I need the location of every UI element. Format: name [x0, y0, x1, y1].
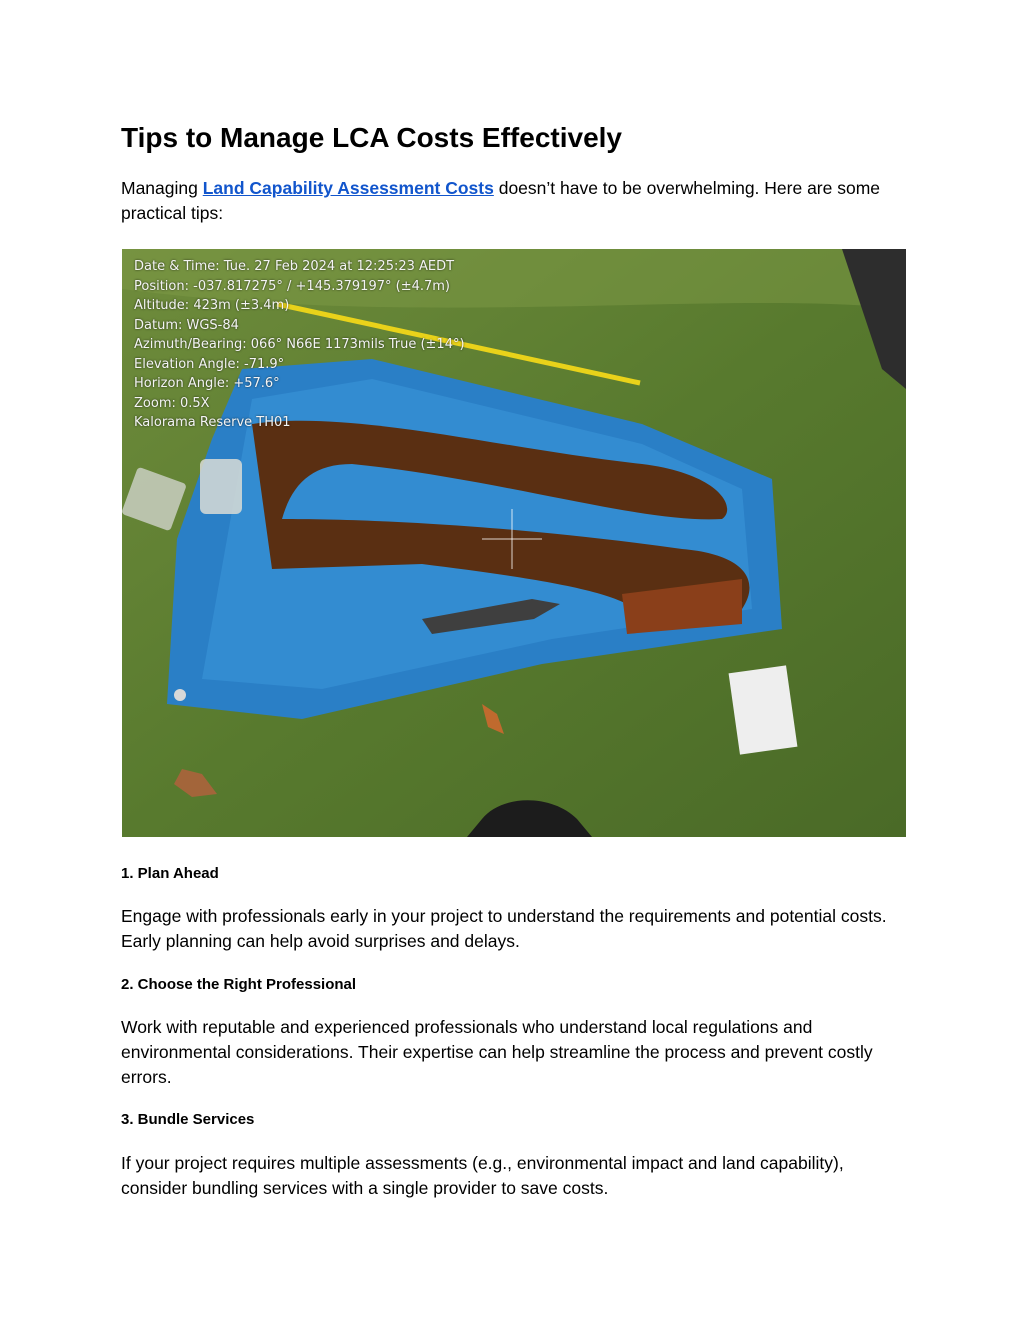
lca-costs-link[interactable]: Land Capability Assessment Costs — [202, 178, 494, 198]
overlay-line: Azimuth/Bearing: 066° N66E 1173mils True (±14°) — [134, 337, 465, 352]
section-heading: 3. Bundle Services — [121, 1111, 255, 1128]
soil-sample-photo — [122, 249, 906, 837]
intro-paragraph — [121, 176, 907, 226]
overlay-line: Zoom: 0.5X — [134, 395, 210, 411]
overlay-line: Altitude: 423m (±3.4m) — [134, 298, 290, 313]
sample-jar — [200, 459, 242, 514]
field-clipboard — [729, 665, 798, 754]
overlay-line: Kalorama Reserve TH01 — [134, 415, 291, 430]
overlay-line: Datum: WGS-84 — [134, 317, 239, 333]
intro-text-after: doesn’t have to be overwhelming. Here are some practical tips: — [121, 178, 881, 223]
overlay-line: Horizon Angle: +57.6° — [134, 376, 280, 391]
section-body: Engage with professionals early in your project to understand the requirements and potential costs. Early planning can help avoid surprises and delays. — [121, 906, 887, 951]
overlay-line: Position: -037.817275° / +145.379197° (±4.7m) — [134, 278, 451, 294]
tarp-eyelet — [174, 689, 186, 701]
section-heading: 2. Choose the Right Professional — [121, 976, 357, 993]
section-body: If your project requires multiple assessments (e.g., environmental impact and land capability), consider bundling services with a single provider to save costs. — [121, 1153, 844, 1198]
page-title: Tips to Manage LCA Costs Effectively — [121, 122, 622, 153]
overlay-line: Elevation Angle: -71.9° — [134, 356, 285, 372]
intro-text-before: Managing — [121, 178, 203, 198]
gps-overlay — [134, 257, 465, 433]
overlay-line: Date & Time: Tue. 27 Feb 2024 at 12:25:23 AEDT — [134, 259, 455, 274]
section-body: Work with reputable and experienced professionals who understand local regulations and environmental considerations. Their expertise can help streamline the process and prevent costly errors. — [121, 1017, 873, 1087]
section-heading: 1. Plan Ahead — [121, 865, 219, 882]
